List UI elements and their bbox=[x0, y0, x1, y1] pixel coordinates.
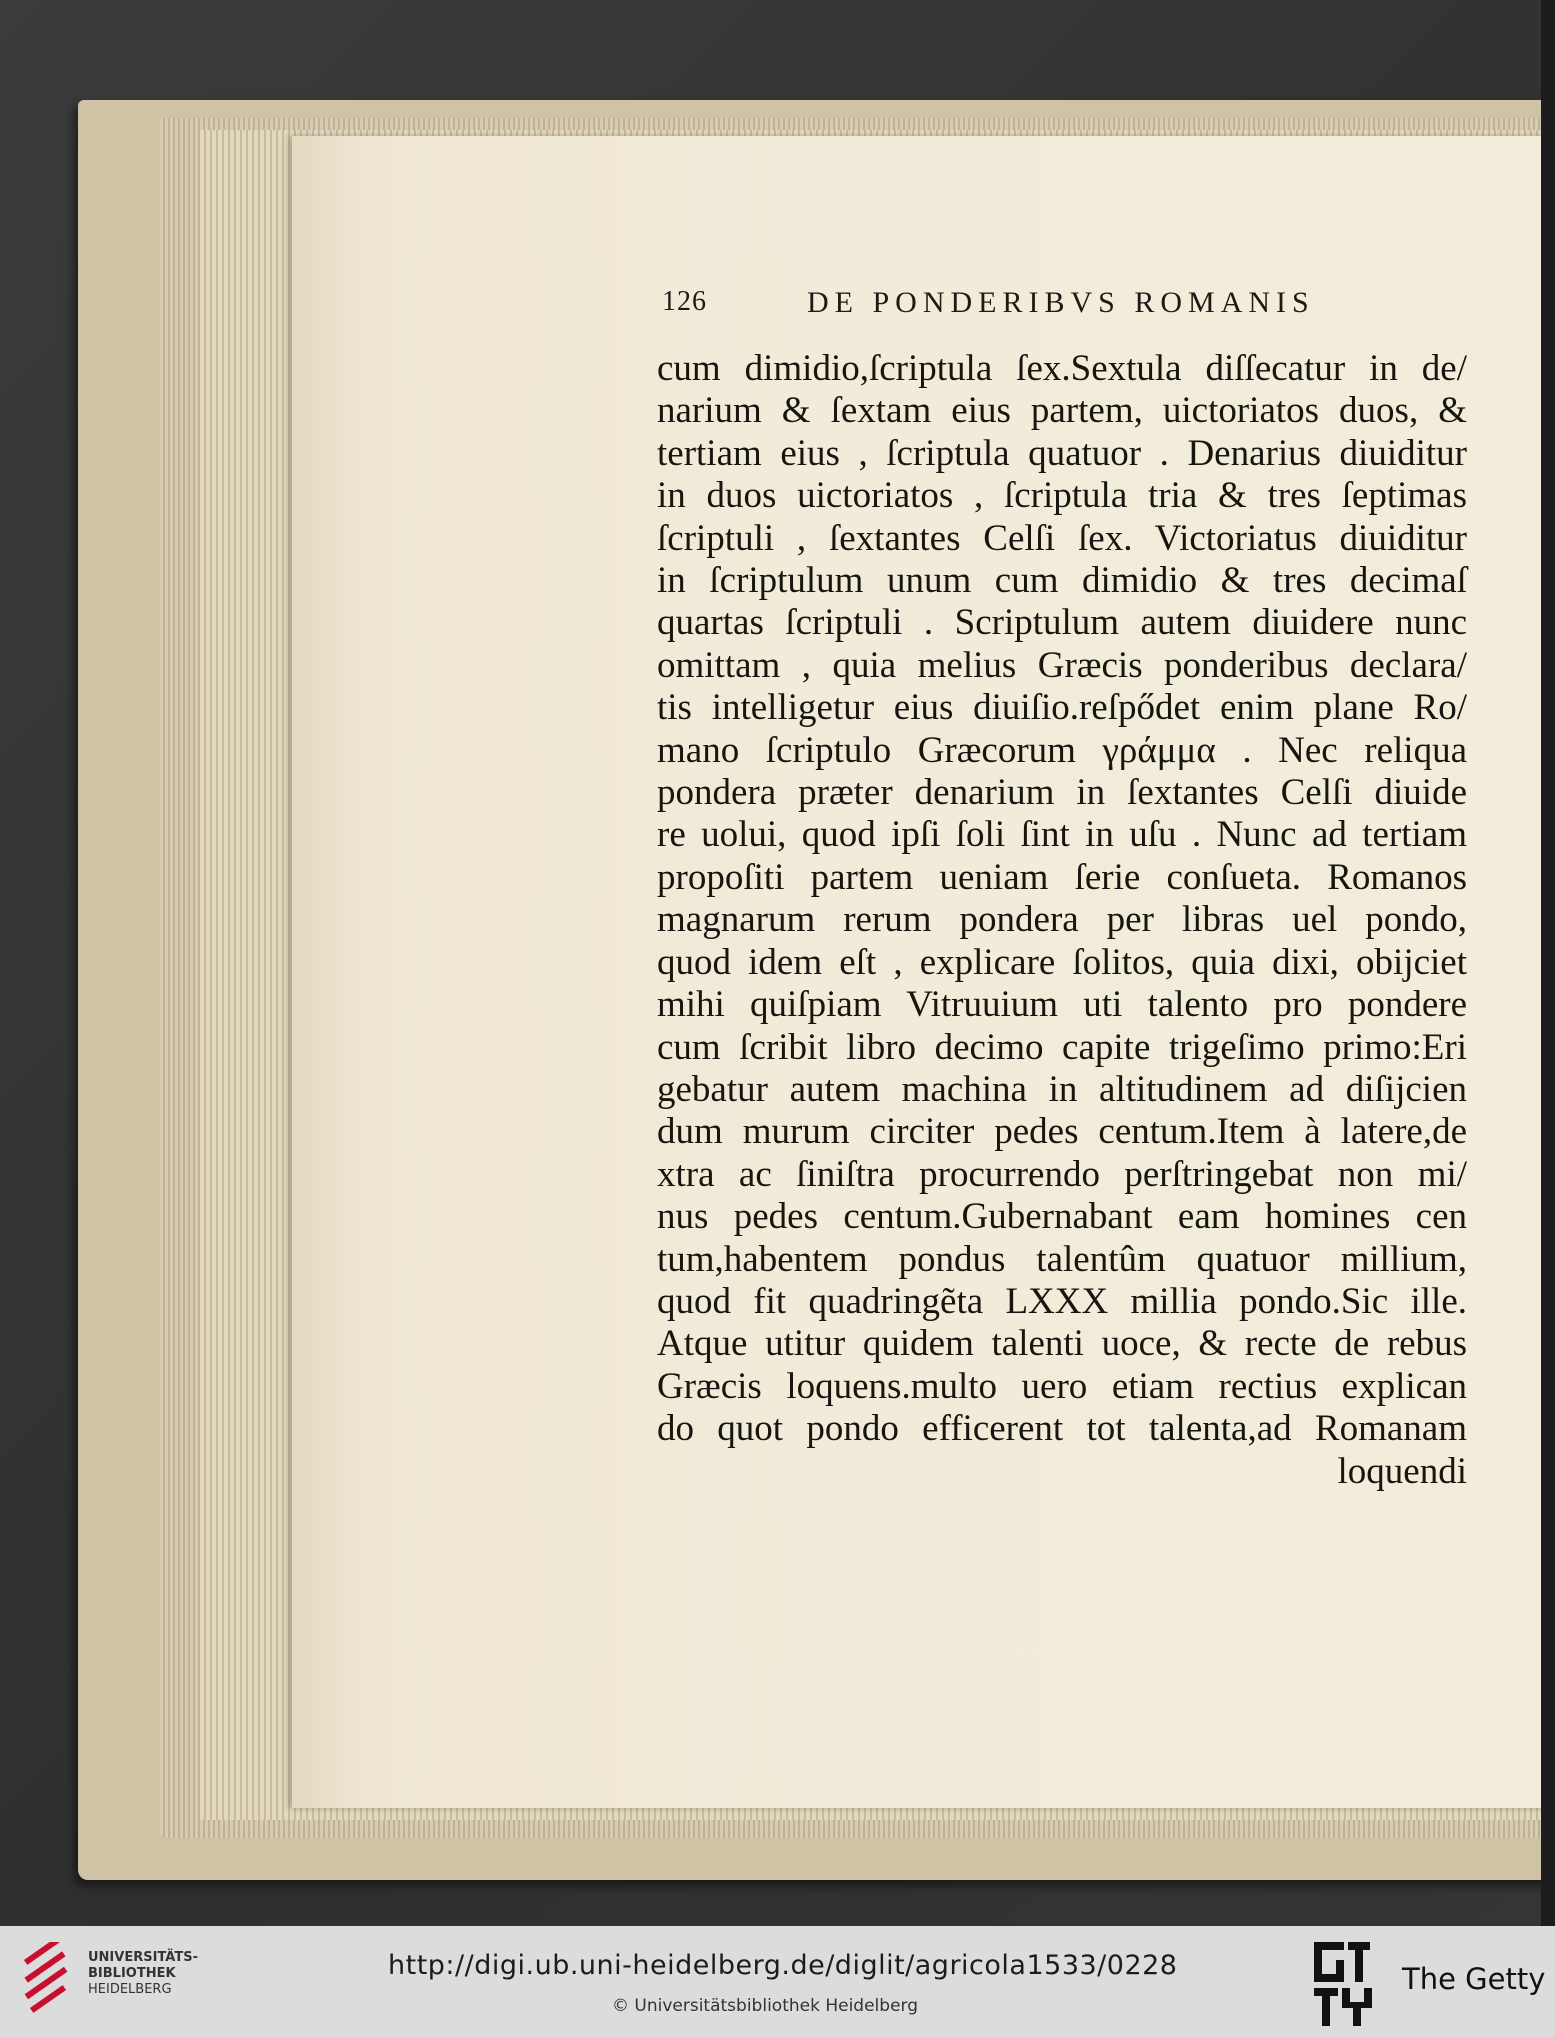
text-line: quartas ſcriptuli . Scriptulum autem diuidere nunc bbox=[657, 602, 1467, 644]
permalink-url[interactable]: http://digi.ub.uni-heidelberg.de/diglit/agricola1533/0228 bbox=[388, 1950, 1178, 1981]
text-line: gebatur autem machina in altitudinem ad diſijcien bbox=[657, 1068, 1467, 1110]
text-line: propoſiti partem ueniam ſerie conſueta. Romanos bbox=[657, 856, 1467, 898]
text-line: xtra ac ſiniſtra procurrendo perſtringebat non mi/ bbox=[657, 1153, 1467, 1195]
text-line: dum murum circiter pedes centum.Item à latere,de bbox=[657, 1111, 1467, 1153]
catchword: loquendi bbox=[1337, 1450, 1467, 1492]
text-line: tum,habentem pondus talentûm quatuor millium, bbox=[657, 1238, 1467, 1280]
text-line: tertiam eius , ſcriptula quatuor . Denarius diuiditur bbox=[657, 432, 1467, 474]
text-line: re uolui, quod ipſi ſoli ſint in uſu . Nunc ad tertiam bbox=[657, 814, 1467, 856]
text-line: magnarum rerum pondera per libras uel pondo, bbox=[657, 899, 1467, 941]
body-text bbox=[657, 348, 1467, 1493]
viewer-footer bbox=[0, 1926, 1555, 2037]
scanner-edge bbox=[1541, 0, 1555, 1926]
running-head: DE PONDERIBVS ROMANIS bbox=[807, 286, 1315, 319]
partner-name: The Getty bbox=[1402, 1962, 1546, 1996]
text-line: pondera præter denarium in ſextantes Celſi diuide bbox=[657, 772, 1467, 814]
text-line: quod idem eſt , explicare ſolitos, quia dixi, obijciet bbox=[657, 941, 1467, 983]
institution-line: HEIDELBERG bbox=[88, 1982, 172, 1997]
getty-logo-icon[interactable] bbox=[1308, 1940, 1374, 2028]
text-line: narium & ſextam eius partem, uictoriatos duos, & bbox=[657, 390, 1467, 432]
text-line: mano ſcriptulo Græcorum γράμμα . Nec reliqua bbox=[657, 729, 1467, 771]
text-line: mihi quiſpiam Vitruuium uti talento pro pondere bbox=[657, 984, 1467, 1026]
copyright-notice: © Universitätsbibliothek Heidelberg bbox=[612, 1996, 919, 2016]
institution-line: BIBLIOTHEK bbox=[88, 1966, 176, 1981]
text-line: omittam , quia melius Græcis ponderibus declara/ bbox=[657, 644, 1467, 686]
institution-name bbox=[88, 1950, 238, 1998]
text-line: nus pedes centum.Gubernabant eam homines cen bbox=[657, 1196, 1467, 1238]
text-line: in ſcriptulum unum cum dimidio & tres decimaſ bbox=[657, 560, 1467, 602]
text-line: cum dimidio,ſcriptula ſex.Sextula diſſecatur in de/ bbox=[657, 348, 1467, 389]
text-line: Atque utitur quidem talenti uoce, & recte de rebus bbox=[657, 1323, 1467, 1365]
text-line: do quot pondo efficerent tot talenta,ad Romanam bbox=[657, 1408, 1467, 1450]
text-line: tis intelligetur eius diuiſio.reſpődet enim plane Ro/ bbox=[657, 687, 1467, 729]
page-header bbox=[662, 282, 1462, 332]
page-number: 126 bbox=[662, 286, 707, 317]
text-line: Græcis loquens.multo uero etiam rectius explican bbox=[657, 1365, 1467, 1407]
text-line: ſcriptuli , ſextantes Celſi ſex. Victoriatus diuiditur bbox=[657, 517, 1467, 559]
text-line: cum ſcribit libro decimo capite trigeſimo primo:Eri bbox=[657, 1026, 1467, 1068]
institution-line: UNIVERSITÄTS- bbox=[88, 1950, 198, 1965]
ub-heidelberg-logo-icon[interactable] bbox=[18, 1942, 78, 2016]
text-line: in duos uictoriatos , ſcriptula tria & tres ſeptimas bbox=[657, 475, 1467, 517]
text-line: quod fit quadringẽta LXXX millia pondo.Sic ille. bbox=[657, 1280, 1467, 1322]
